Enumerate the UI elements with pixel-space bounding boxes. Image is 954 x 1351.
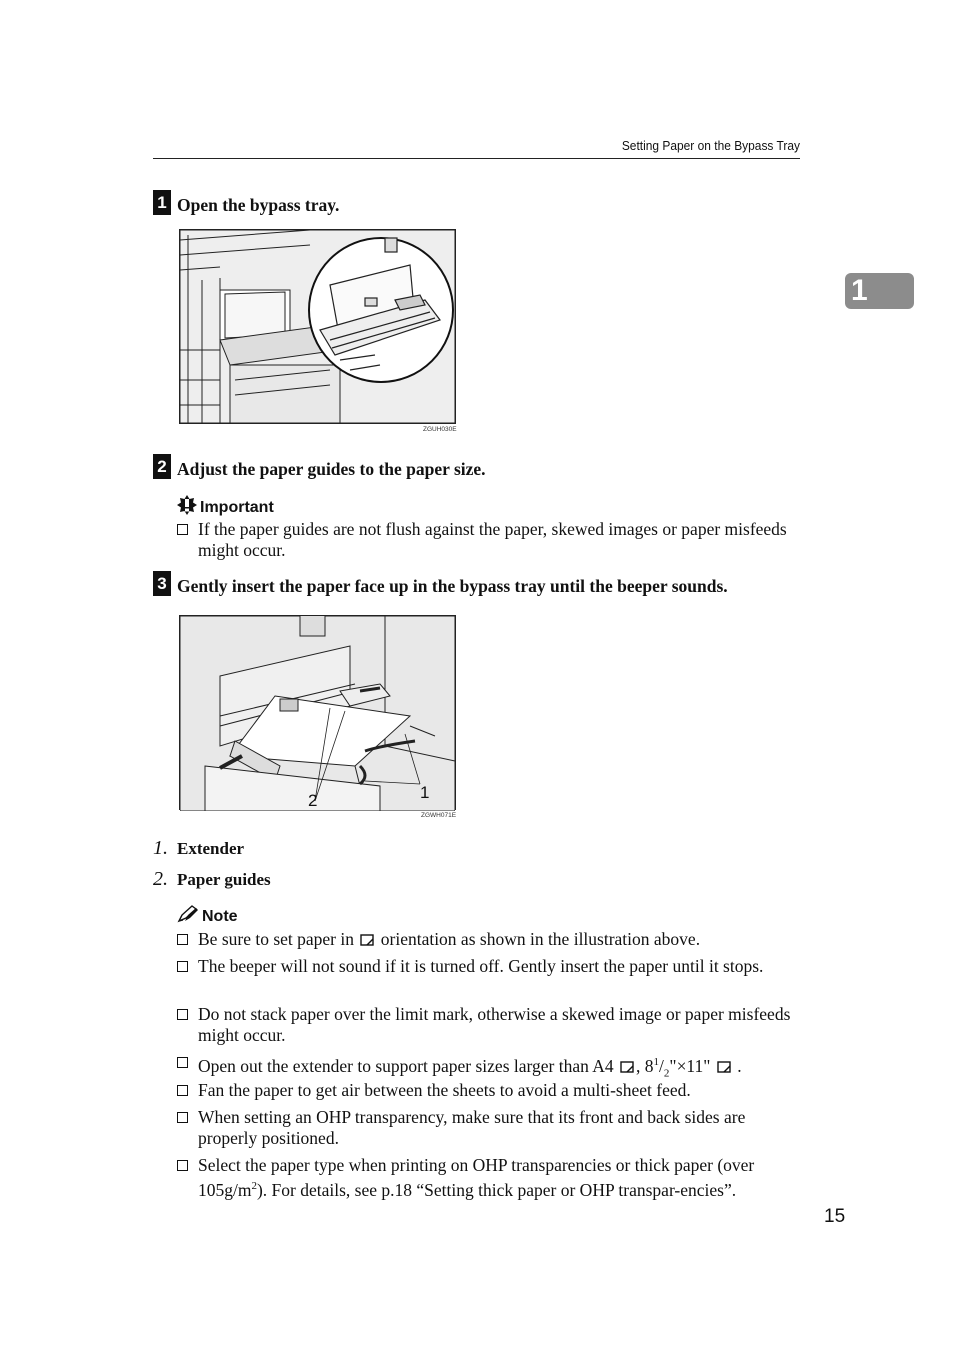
note-item: Be sure to set paper in orientation as shown in the illustration above. [177, 929, 800, 950]
step-3 [153, 571, 728, 599]
paper-orientation-icon [360, 934, 374, 946]
note-item: Do not stack paper over the limit mark, otherwise a skewed image or paper misfeeds might occur. [177, 1004, 800, 1046]
checkbox-bullet-icon [177, 961, 188, 972]
callout-2: 2 [308, 791, 318, 810]
figure-open-bypass-tray [179, 229, 456, 424]
bypass-tray-illustration [180, 230, 455, 423]
pencil-icon [177, 905, 199, 928]
chapter-tab: 1 [845, 273, 914, 309]
paper-orientation-icon [620, 1061, 634, 1073]
checkbox-bullet-icon [177, 1009, 188, 1020]
header-rule [153, 158, 800, 159]
legend-item-extender: 1. Extender [153, 837, 245, 859]
page-number: 15 [824, 1206, 846, 1227]
important-item: If the paper guides are not flush against the paper, skewed images or paper misfeeds might occur. [177, 519, 800, 561]
paper-orientation-icon [717, 1061, 731, 1073]
callout-1: 1 [420, 783, 430, 802]
insert-paper-illustration [180, 616, 455, 811]
step-text: Open the bypass tray. [177, 195, 340, 215]
legend-item-paper-guides: 2. Paper guides [153, 868, 271, 890]
note-item: Open out the extender to support paper sizes larger than A4 , $8^1/_2"\times 11$" . [177, 1052, 800, 1084]
important-heading [177, 495, 274, 520]
note-item: Fan the paper to get air between the sheets to avoid a multi-sheet feed. [177, 1080, 800, 1101]
figure-code: ZGUH030E [423, 426, 457, 433]
step-number: 3 [153, 571, 171, 596]
checkbox-bullet-icon [177, 1085, 188, 1096]
note-label: Note [202, 907, 238, 925]
checkbox-bullet-icon [177, 1160, 188, 1171]
checkbox-bullet-icon [177, 1057, 188, 1068]
step-2 [153, 454, 486, 482]
checkbox-bullet-icon [177, 1112, 188, 1123]
note-item: Select the paper type when printing on OHP transparencies or thick paper (over $105g/m^2$). For details, see p.18 “Setting thick paper or OHP transpar-encies”. [177, 1155, 800, 1201]
step-text: Gently insert the paper face up in the bypass tray until the beeper sounds. [177, 576, 728, 596]
running-header: Setting Paper on the Bypass Tray [621, 138, 800, 153]
step-number: 2 [153, 454, 171, 479]
checkbox-bullet-icon [177, 934, 188, 945]
note-heading [177, 905, 238, 928]
important-icon [177, 495, 197, 520]
figure-insert-paper [179, 615, 456, 810]
step-text: Adjust the paper guides to the paper size. [177, 459, 486, 479]
note-item: The beeper will not sound if it is turned off. Gently insert the paper until it stops. [177, 956, 800, 977]
checkbox-bullet-icon [177, 524, 188, 535]
step-number: 1 [153, 190, 171, 215]
figure-code: ZGWH071E [421, 812, 457, 819]
important-label: Important [200, 498, 274, 516]
step-1 [153, 190, 339, 218]
note-item: When setting an OHP transparency, make sure that its front and back sides are properly positioned. [177, 1107, 800, 1149]
